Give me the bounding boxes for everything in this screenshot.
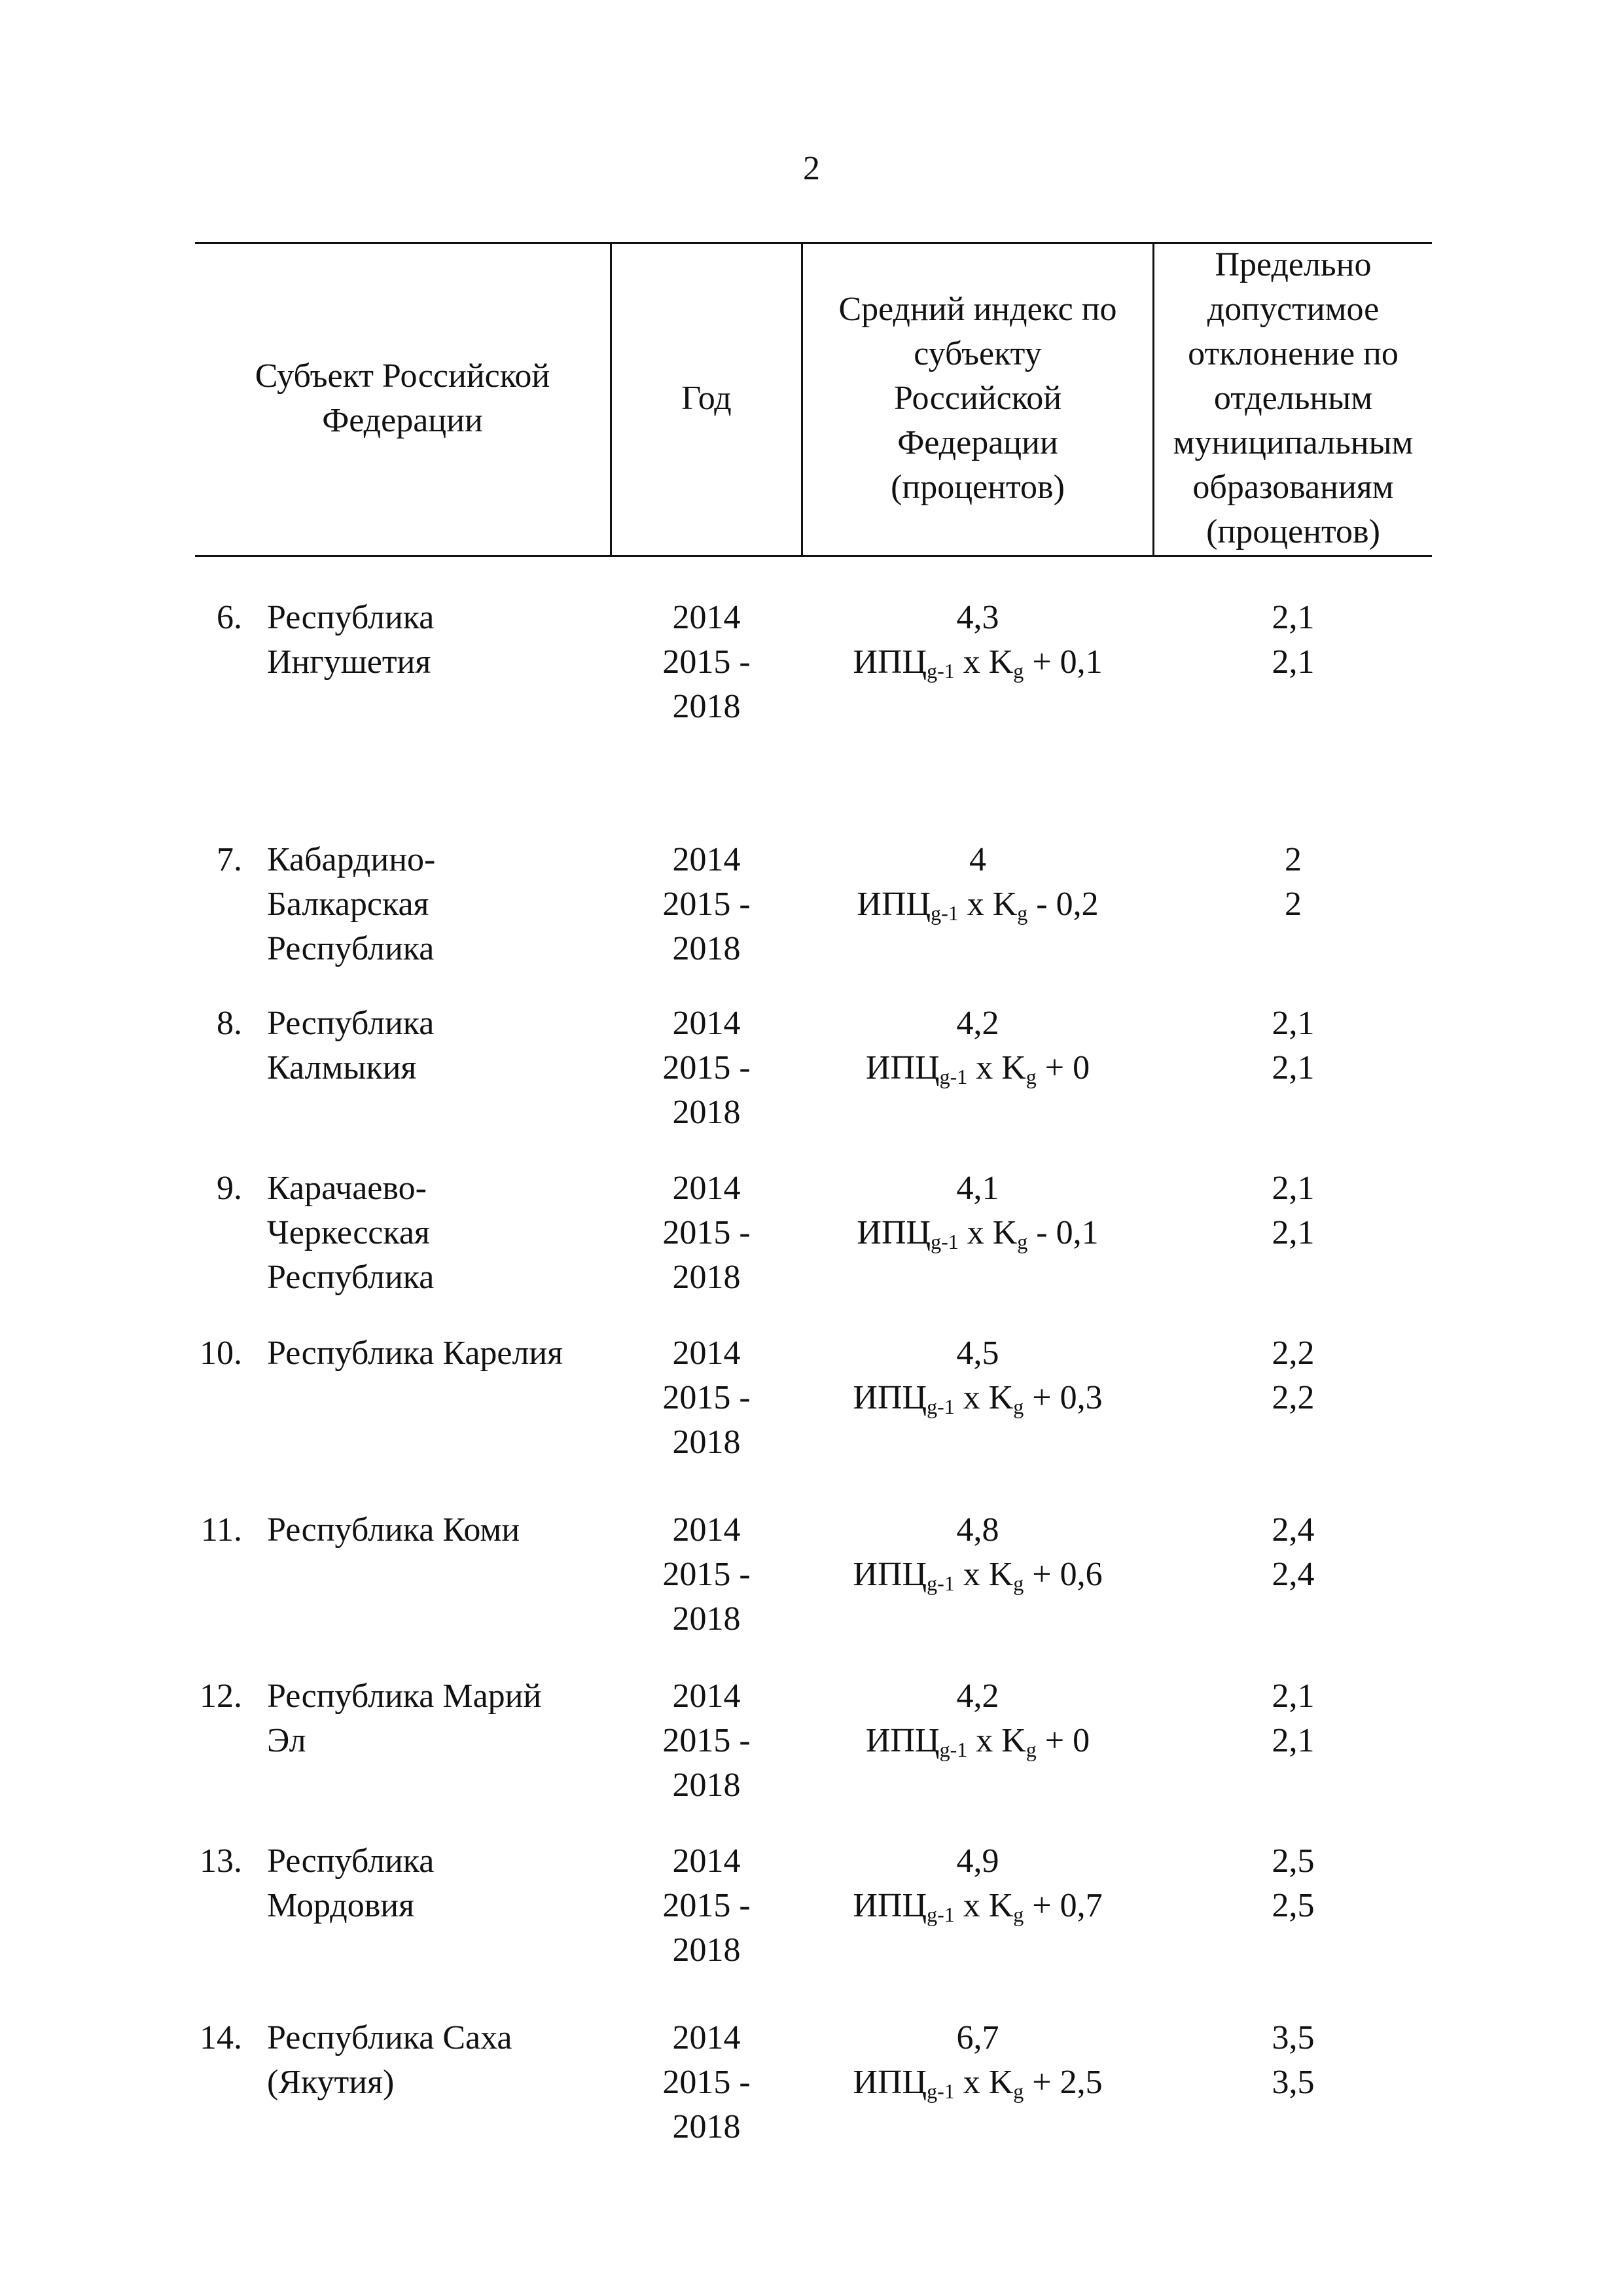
year-cell: 2014 2015 - 2018 (662, 1842, 751, 1969)
subject-name: Республика Марий Эл (267, 1677, 542, 1759)
index-cell: 6,7 $ИПЦ_{g-1}$ x $K_g + 2,5$ (853, 2019, 1103, 2103)
index-cell: 4,2 $ИПЦ_{g-1}$ x $K_g + 0$ (865, 1005, 1090, 1088)
year-cell: 2014 2015 - 2018 (662, 1511, 751, 1638)
subject-name: Кабардино- Балкарская Республика (267, 841, 436, 967)
subject-name: Республика Коми (267, 1511, 520, 1549)
year-cell: 2014 2015 - 2018 (662, 1005, 751, 1131)
year-cell: 2014 2015 - 2018 (662, 1170, 751, 1296)
subject-name: Республика Мордовия (267, 1842, 435, 1924)
row-number: 14. (200, 2019, 242, 2056)
index-cell: 4,5 $ИПЦ_{g-1}$ x $K_g + 0,3$ (853, 1335, 1103, 1418)
deviation-cell: 2 2 (1285, 841, 1302, 923)
subject-name: Республика Калмыкия (267, 1005, 435, 1086)
row-number: 7. (217, 841, 242, 878)
subject-name: Республика Ингушетия (267, 599, 435, 681)
deviation-cell: 2,4 2,4 (1272, 1511, 1315, 1593)
index-cell: 4,9 $ИПЦ_{g-1}$ x $K_g + 0,7$ (853, 1842, 1103, 1926)
year-cell: 2014 2015 - 2018 (662, 1677, 751, 1804)
index-cell: 4,8 $ИПЦ_{g-1}$ x $K_g + 0,6$ (853, 1511, 1103, 1595)
header-bottom-rule (195, 555, 1432, 557)
year-cell: 2014 2015 - 2018 (662, 2019, 751, 2145)
header-avg-index: Средний индекс по субъекту Российской Федерации (процентов) (838, 291, 1117, 506)
deviation-cell: 2,1 2,1 (1272, 1170, 1315, 1251)
deviation-cell: 2,1 2,1 (1272, 1005, 1315, 1086)
index-cell: 4,2 $ИПЦ_{g-1}$ x $K_g + 0$ (865, 1677, 1090, 1761)
subject-name: Республика Саха (Якутия) (267, 2019, 512, 2101)
header-year: Год (681, 380, 732, 417)
row-number: 8. (217, 1005, 242, 1042)
page-number: 2 (803, 150, 820, 187)
index-cell: 4,1 $ИПЦ_{g-1}$ x $K_g - 0,1$ (857, 1170, 1099, 1253)
deviation-cell: 2,5 2,5 (1272, 1842, 1315, 1924)
header-max-deviation: Предельно допустимое отклонение по отдельным муниципальным образованиям (процентов) (1173, 246, 1414, 550)
row-number: 6. (217, 599, 242, 636)
subject-name: Карачаево- Черкесская Республика (267, 1170, 435, 1296)
deviation-cell: 2,1 2,1 (1272, 1677, 1315, 1759)
row-number: 9. (217, 1170, 242, 1207)
deviation-cell: 2,1 2,1 (1272, 599, 1315, 681)
header-subject: Субъект Российской Федерации (255, 357, 550, 439)
index-cell: 4 $ИПЦ_{g-1}$ x $K_g - 0,2$ (857, 841, 1099, 925)
index-cell: 4,3 $ИПЦ_{g-1}$ x $K_g + 0,1$ (853, 599, 1103, 683)
row-number: 12. (200, 1677, 242, 1715)
row-number: 10. (200, 1335, 242, 1372)
row-number: 11. (200, 1511, 242, 1549)
deviation-cell: 3,5 3,5 (1272, 2019, 1315, 2101)
row-number: 13. (200, 1842, 242, 1880)
year-cell: 2014 2015 - 2018 (662, 841, 751, 967)
deviation-cell: 2,2 2,2 (1272, 1335, 1315, 1416)
subject-name: Республика Карелия (267, 1335, 563, 1372)
year-cell: 2014 2015 - 2018 (662, 1335, 751, 1461)
year-cell: 2014 2015 - 2018 (662, 599, 751, 725)
